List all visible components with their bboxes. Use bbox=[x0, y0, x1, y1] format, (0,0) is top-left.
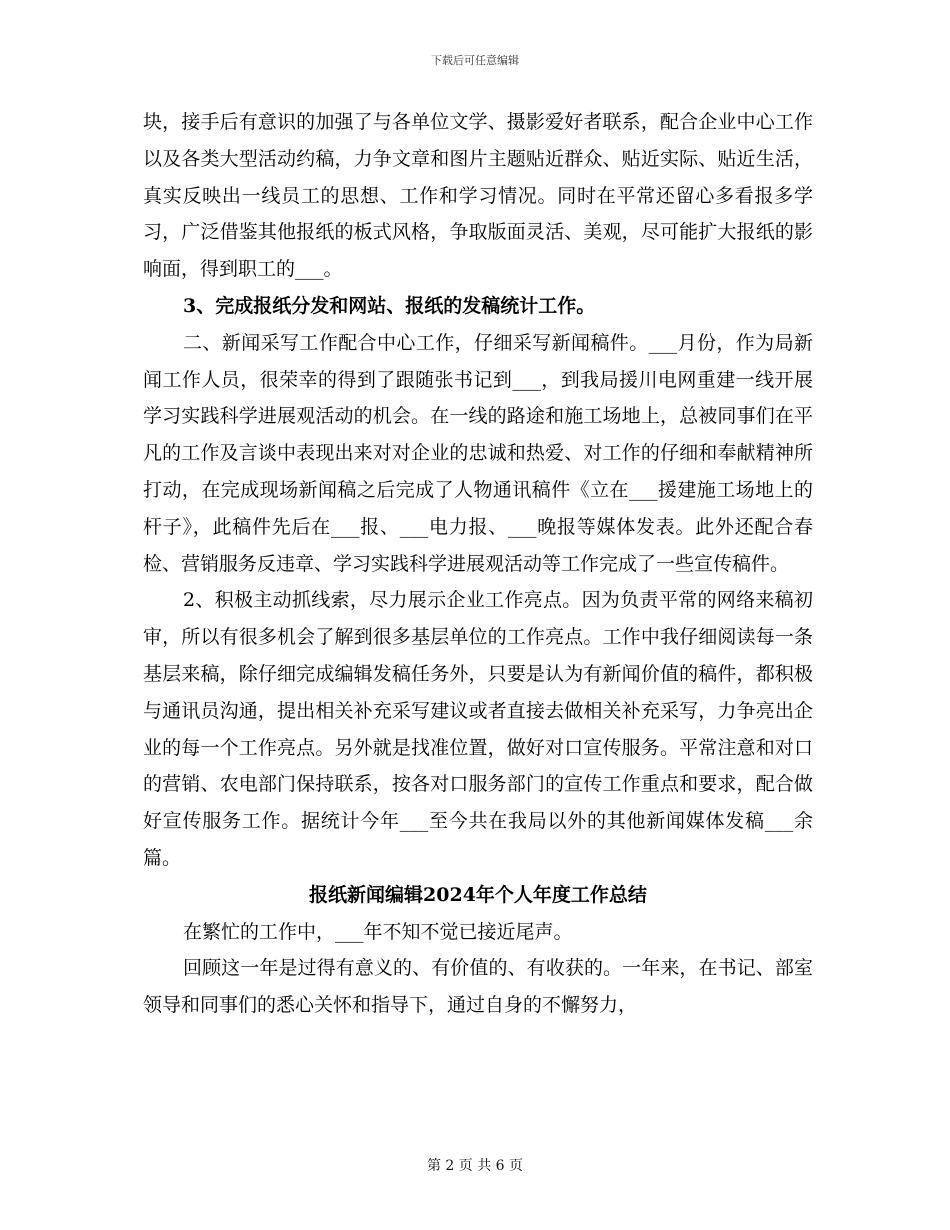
paragraph-intro: 在繁忙的工作中，___年不知不觉已接近尾声。 bbox=[183, 920, 573, 943]
section-heading-3: 3、完成报纸分发和网站、报纸的发稿统计工作。 bbox=[183, 294, 596, 317]
document-body bbox=[143, 104, 813, 1024]
page-header: 下载后可任意编辑 bbox=[431, 54, 519, 67]
paragraph-continuation: 块，接手后有意识的加强了与各单位文学、摄影爱好者联系，配合企业中心工作以及各类大型活动约稿，力争文章和图片主题贴近群众、贴近实际、贴近生活，真实反映出一线员工的思想、工作和学习情况。同时在平常还留心多看报多学习，广泛借鉴其他报纸的板式风格，争取版面灵活、美观，尽可能扩大报纸的影响面，得到职工的___。 bbox=[143, 111, 813, 281]
page-footer: 第 2 页 共 6 页 bbox=[426, 1158, 524, 1174]
document-title: 报纸新闻编辑2024年个人年度工作总结 bbox=[309, 883, 647, 906]
paragraph-review: 回顾这一年是过得有意义的、有价值的、有收获的。一年来，在书记、部室领导和同事们的悉心关怀和指导下，通过自身的不懈努力， bbox=[143, 957, 813, 1017]
paragraph-leads: 2、积极主动抓线索，尽力展示企业工作亮点。因为负责平常的网络来稿初审，所以有很多机会了解到很多基层单位的工作亮点。工作中我仔细阅读每一条基层来稿，除仔细完成编辑发稿任务外，只要是认为有新闻价值的稿件，都积极与通讯员沟通，提出相关补充采写建议或者直接去做相关补充采写，力争亮出企业的每一个工作亮点。另外就是找准位置，做好对口宣传服务。平常注意和对口的营销、农电部门保持联系，按各对口服务部门的宣传工作重点和要求，配合做好宣传服务工作。据统计今年___至今共在我局以外的其他新闻媒体发稿___余篇。 bbox=[143, 589, 813, 869]
paragraph-news-writing: 二、新闻采写工作配合中心工作，仔细采写新闻稿件。___月份，作为局新闻工作人员，很荣幸的得到了跟随张书记到___，到我局援川电网重建一线开展学习实践科学进展观活动的机会。在一线的路途和施工场地上，总被同事们在平凡的工作及言谈中表现出来对对企业的忠诚和热爱、对工作的仔细和奉献精神所打动，在完成现场新闻稿之后完成了人物通讯稿件《立在___援建施工场地上的杆子》，此稿件先后在___报、___电力报、___晚报等媒体发表。此外还配合春检、营销服务反违章、学习实践科学进展观活动等工作完成了一些宣传稿件。 bbox=[143, 331, 813, 575]
